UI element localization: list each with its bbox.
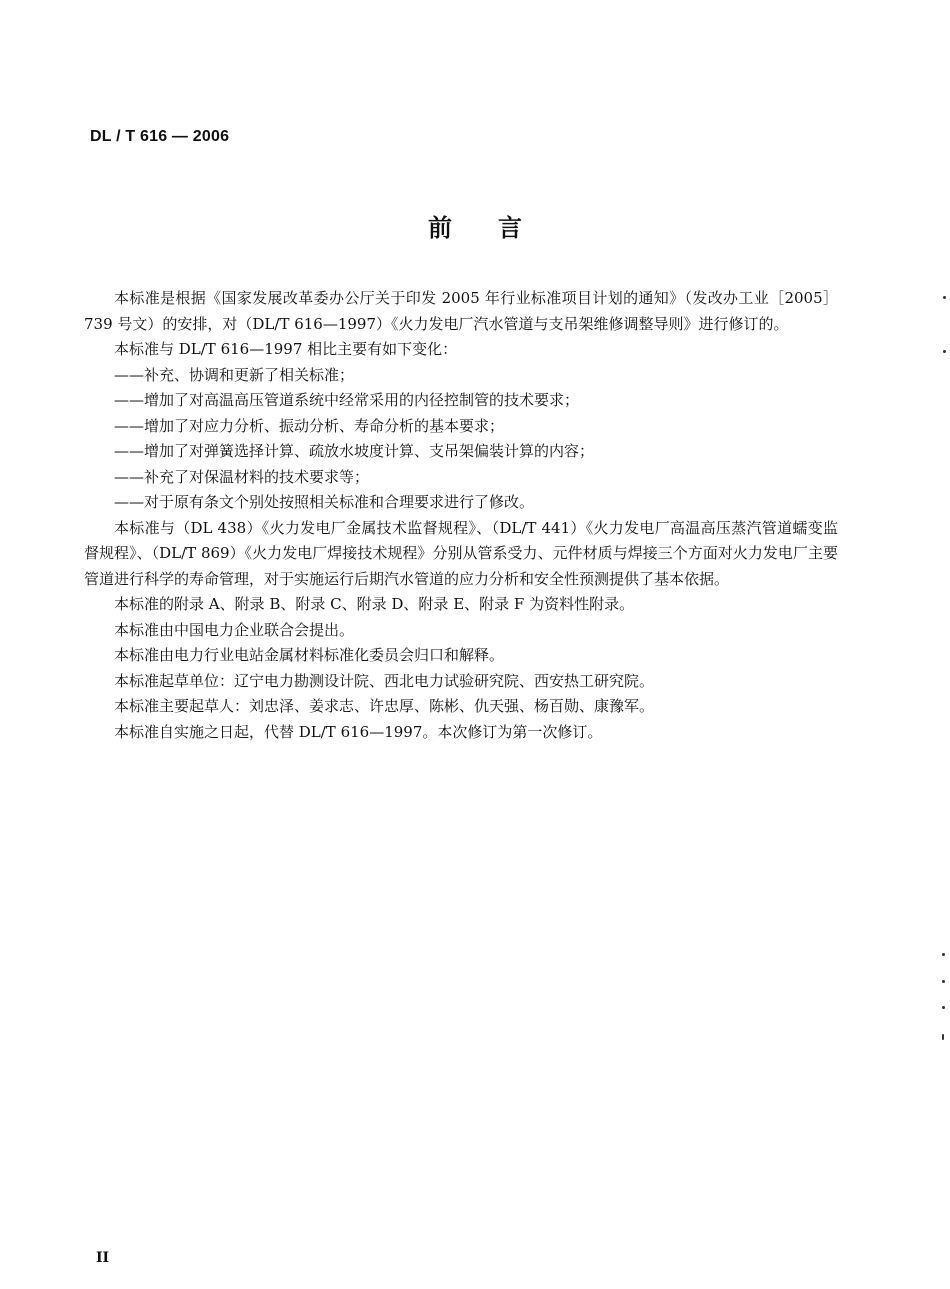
scan-speck bbox=[943, 350, 946, 353]
scan-speck bbox=[942, 980, 945, 983]
change-item: ——补充、协调和更新了相关标准； bbox=[114, 365, 355, 384]
paragraph-drafters: 本标准主要起草人：刘忠泽、姜求志、许忠厚、陈彬、仇天强、杨百勋、康豫军。 bbox=[114, 697, 655, 715]
scan-speck bbox=[942, 1006, 945, 1009]
paragraph-changes-lead: 本标准与 DL/T 616—1997 相比主要有如下变化： bbox=[114, 340, 458, 358]
change-item: ——增加了对高温高压管道系统中经常采用的内径控制管的技术要求； bbox=[114, 391, 580, 409]
paragraph-intro: 本标准是根据《国家发展改革委办公厅关于印发 2005 年行业标准项目计划的通知》（发改办工业［2005］739 号文）的安排，对（DL/T 616—1997）《火力发电厂汽水管道与支吊架维修调整导则》进行修订的。 bbox=[84, 289, 838, 333]
paragraph-drafting-units: 本标准起草单位：辽宁电力勘测设计院、西北电力试验研究院、西安热工研究院。 bbox=[114, 671, 655, 690]
paragraph-related-standards: 本标准与（DL 438）《火力发电厂金属技术监督规程》、（DL/T 441）《火力发电厂高温高压蒸汽管道蠕变监督规程》、（DL/T 869）《火力发电厂焊接技术规程》分别从管系受力、元件材质与焊接三个方面对火力发电厂主要管道进行科学的寿命管理，对于实施运行后期汽水管道的应力分析和安全性预测提供了基本依据。 bbox=[84, 518, 838, 588]
paragraph-replacement: 本标准自实施之日起，代替 DL/T 616—1997。本次修订为第一次修订。 bbox=[114, 722, 603, 741]
preface-body bbox=[84, 286, 838, 745]
scan-speck bbox=[942, 1034, 944, 1040]
page-title: 前言 bbox=[428, 214, 568, 242]
scan-speck bbox=[943, 296, 946, 299]
change-item: ——对于原有条文个别处按照相关标准和合理要求进行了修改。 bbox=[114, 493, 535, 511]
paragraph-proposer: 本标准由中国电力企业联合会提出。 bbox=[114, 620, 355, 639]
scan-speck bbox=[942, 953, 945, 956]
change-item: ——增加了对应力分析、振动分析、寿命分析的基本要求； bbox=[114, 416, 505, 435]
change-item: ——增加了对弹簧选择计算、疏放水坡度计算、支吊架偏装计算的内容； bbox=[114, 442, 595, 460]
paragraph-responsible: 本标准由电力行业电站金属材料标准化委员会归口和解释。 bbox=[114, 646, 505, 664]
standard-code: DL / T 616 — 2006 bbox=[90, 128, 230, 145]
change-item: ——补充了对保温材料的技术要求等； bbox=[114, 467, 370, 486]
page-number: II bbox=[96, 1250, 110, 1266]
paragraph-appendices: 本标准的附录 A、附录 B、附录 C、附录 D、附录 E、附录 F 为资料性附录。 bbox=[114, 595, 635, 613]
